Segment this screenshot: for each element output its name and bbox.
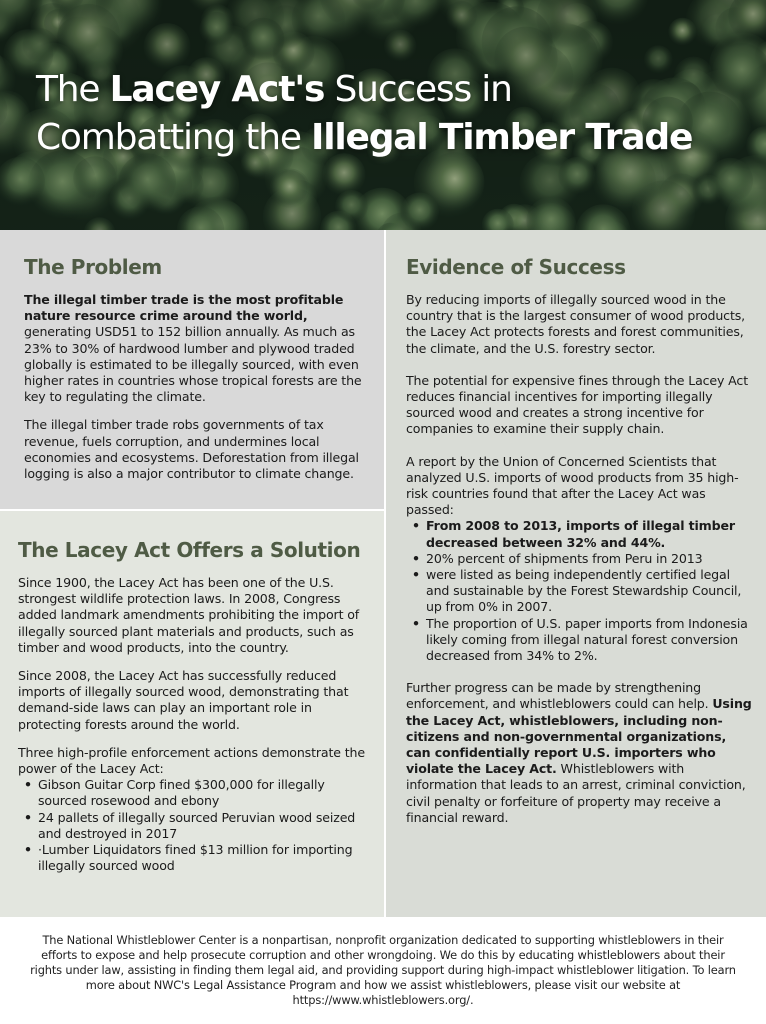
title-part: Success in: [324, 69, 512, 110]
evidence-paragraph-4-end: Whistleblowers with information that leads to an arrest, criminal conviction, civil penalty or forfeiture of property may receive a financial reward.: [406, 761, 746, 825]
list-item: • ·Lumber Liquidators fined $13 million for importing illegally sourced wood: [24, 842, 374, 874]
problem-section: [0, 230, 384, 509]
evidence-paragraph-4: [406, 680, 752, 826]
evidence-paragraph-3: A report by the Union of Concerned Scientists that analyzed U.S. imports of wood products from 35 high-risk countries found that after the Lacey Act was passed:: [406, 453, 739, 518]
list-item: • 20% percent of shipments from Peru in 2013: [412, 551, 752, 567]
problem-heading: The Problem: [24, 255, 162, 279]
title-part: Combatting the: [36, 117, 312, 158]
page-title: [36, 66, 756, 162]
title-part: The: [36, 69, 110, 110]
footer: [0, 917, 766, 1024]
enforcement-list: [24, 777, 374, 874]
list-item: • Gibson Guitar Corp fined $300,000 for illegally sourced rosewood and ebony: [24, 777, 374, 809]
solution-heading: The Lacey Act Offers a Solution: [18, 538, 361, 562]
solution-paragraph-3: Three high-profile enforcement actions demonstrate the power of the Lacey Act:: [18, 744, 365, 777]
problem-paragraph-2: The illegal timber trade robs governments of tax revenue, fuels corruption, and undermines local economies and ecosystems. Deforestation from illegal logging is also a major contributor to climate change.: [24, 417, 359, 482]
evidence-list: [412, 518, 752, 664]
solution-section: [0, 509, 384, 917]
evidence-section: [386, 230, 766, 917]
solution-paragraph-2: Since 2008, the Lacey Act has successfully reduced imports of illegally sourced wood, demonstrating that demand-side laws can play an important role in protecting forests around the world.: [18, 668, 349, 732]
evidence-paragraph-4-start: Further progress can be made by strengthening enforcement, and whistleblowers could can help.: [406, 680, 713, 712]
list-item: • 24 pallets of illegally sourced Peruvian wood seized and destroyed in 2017: [24, 810, 374, 842]
list-item: • From 2008 to 2013, imports of illegal timber decreased between 32% and 44%.: [412, 518, 752, 550]
list-item: • The proportion of U.S. paper imports from Indonesia likely coming from illegal natural forest conversion decreased from 34% to 2%.: [412, 616, 752, 665]
solution-paragraph-1: Since 1900, the Lacey Act has been one of the U.S. strongest wildlife protection laws. In 2008, Congress added landmark amendments prohibiting the import of illegally sourced plant materials and products, such as timber and wood products, into the country.: [18, 575, 360, 655]
footer-text: The National Whistleblower Center is a nonpartisan, nonprofit organization dedicated to supporting whistleblowers in their efforts to expose and help prosecute corruption and other wrongdoing. We do this by educating whistleblowers about their rights under law, assisting in finding them legal aid, and providing support during high-impact whistleblower litigation. To learn more about NWC's Legal Assistance Program and how we assist whistleblowers, please visit our website at https://www.whistleblowers.org/.: [30, 933, 736, 1007]
title-part: Illegal Timber Trade: [311, 117, 693, 158]
evidence-paragraph-1: By reducing imports of illegally sourced wood in the country that is the largest consumer of wood products, the Lacey Act protects forests and forest communities, the climate, and the U.S. forestry sector.: [406, 292, 745, 356]
evidence-paragraph-4-bold: Using the Lacey Act, whistleblowers, including non-citizens and non-governmental organizations, can confidentially report U.S. importers who violate the Lacey Act.: [406, 696, 752, 777]
hero-banner: [0, 0, 766, 230]
evidence-heading: Evidence of Success: [406, 255, 626, 279]
evidence-paragraph-2: The potential for expensive fines through the Lacey Act reduces financial incentives for importing illegally sourced wood and creates a strong incentive for companies to examine their supply chain.: [406, 372, 748, 437]
problem-paragraph-1-rest: generating USD51 to 152 billion annually. As much as 23% to 30% of hardwood lumber and plywood traded globally is estimated to be illegally sourced, with even higher rates in countries whose tropical forests are the key to regulating the climate.: [24, 324, 362, 405]
problem-paragraph-1: [24, 292, 372, 405]
title-part: Lacey Act's: [109, 69, 325, 110]
problem-paragraph-1-bold: The illegal timber trade is the most profitable nature resource crime around the world,: [24, 292, 344, 324]
list-item: • were listed as being independently certified legal and sustainable by the Forest Stewardship Council, up from 0% in 2007.: [412, 567, 752, 616]
